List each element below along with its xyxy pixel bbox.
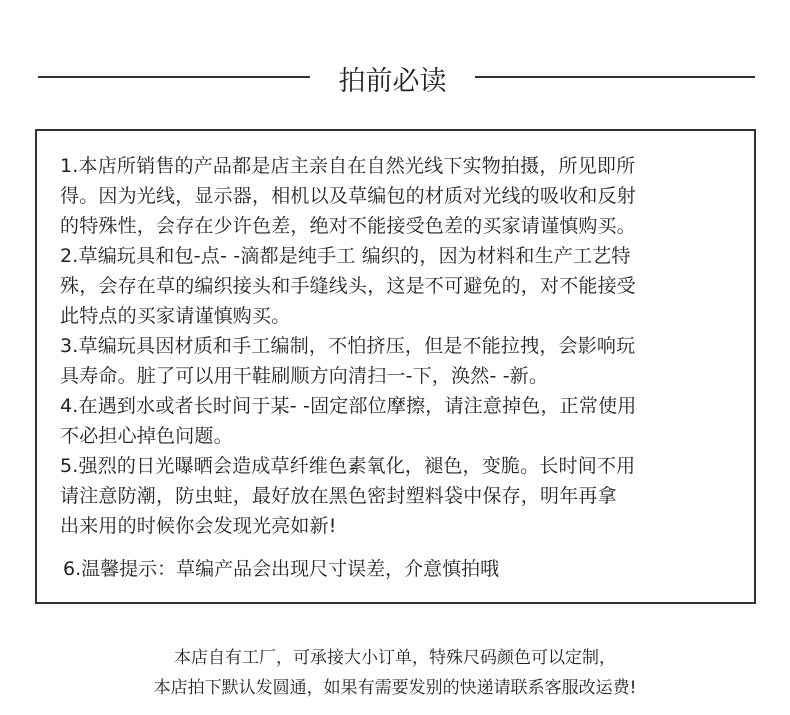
notice-line: 不必担心掉色问题。 <box>60 425 233 447</box>
notice-line: 具寿命。脏了可以用干鞋刷顺方向清扫一-下，涣然- -新。 <box>60 365 549 387</box>
notice-line: 得。因为光线，显示器，相机以及草编包的材质对光线的吸收和反射 <box>60 185 637 207</box>
notice-line: 1.本店所销售的产品都是店主亲自在自然光线下实物拍摄，所见即所 <box>60 155 636 177</box>
tip-text: 6.温馨提示：草编产品会出现尺寸误差，介意慎拍哦 <box>63 558 500 580</box>
footer-line-shipping: 本店拍下默认发圆通，如果有需要发别的快递请联系客服改运费! <box>153 678 637 698</box>
notice-line: 出来用的时候你会发现光亮如新! <box>60 515 337 537</box>
notice-box <box>35 129 756 604</box>
notice-line: 3.草编玩具因材质和手工编制，不怕挤压，但是不能拉拽，会影响玩 <box>60 335 636 357</box>
title-rule-left <box>38 76 310 78</box>
notice-line: 请注意防潮，防虫蛀，最好放在黑色密封塑料袋中保存，明年再拿 <box>60 485 617 507</box>
footer-line-factory: 本店自有工厂，可承接大小订单，特殊尺码颜色可以定制， <box>174 648 616 668</box>
title-rule-right <box>475 76 755 78</box>
notice-line: 5.强烈的日光曝晒会造成草纤维色素氧化，褪色，变脆。长时间不用 <box>60 455 636 477</box>
page-title: 拍前必读 <box>338 66 447 97</box>
notice-line: 2.草编玩具和包-点- -滴都是纯手工 编织的，因为材料和生产工艺特 <box>60 245 631 267</box>
notice-lines <box>60 151 636 541</box>
notice-line: 此特点的买家请谨慎购买。 <box>60 305 291 327</box>
notice-line: 殊，会存在草的编织接头和手缝线头，这是不可避免的，对不能接受 <box>60 275 637 297</box>
notice-line: 的特殊性，会存在少许色差，绝对不能接受色差的买家请谨慎购买。 <box>60 215 637 237</box>
notice-line: 4.在遇到水或者长时间于某- -固定部位摩擦，请注意掉色，正常使用 <box>60 395 637 417</box>
